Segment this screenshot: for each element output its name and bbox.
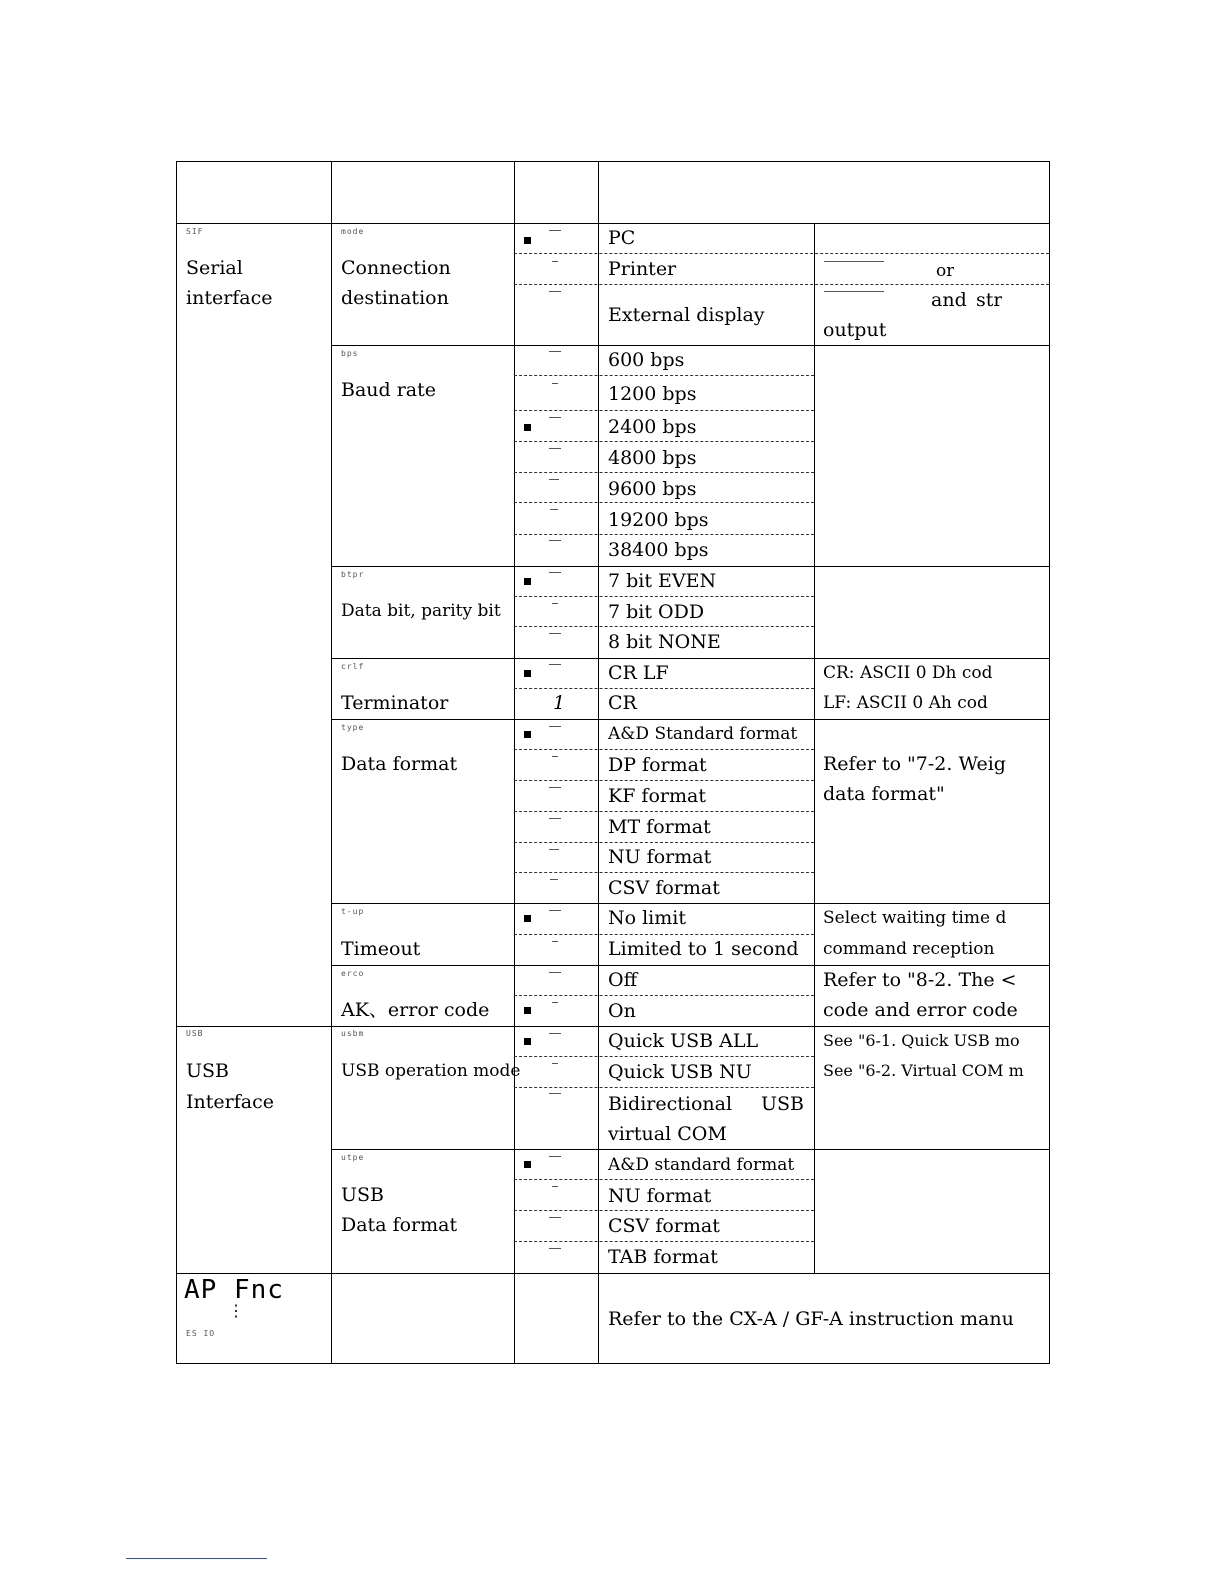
default-marker — [524, 915, 531, 922]
note-text: code and error code — [823, 999, 1018, 1021]
item-label: destination — [341, 287, 449, 309]
option-label: 38400 bps — [608, 539, 709, 561]
item-label: Terminator — [341, 692, 449, 714]
separator — [514, 375, 814, 376]
rule — [176, 161, 177, 1364]
item-code: bps — [341, 349, 359, 358]
value-glyph — [552, 383, 558, 384]
note-glyph — [824, 291, 884, 292]
item-label: Data format — [341, 1214, 458, 1236]
option-label: CR — [608, 692, 637, 714]
rule — [176, 1363, 1050, 1364]
value-code: 1 — [553, 692, 566, 714]
option-label: No limit — [608, 907, 686, 929]
usb-label: Interface — [186, 1091, 274, 1113]
value-glyph — [549, 1248, 561, 1249]
value-glyph — [549, 448, 561, 449]
note-text: See "6-2. Virtual COM m — [823, 1061, 1024, 1080]
value-glyph — [549, 633, 561, 634]
separator — [514, 1087, 814, 1088]
option-label: Quick USB NU — [608, 1061, 752, 1083]
note-text: output — [823, 319, 887, 341]
value-glyph — [549, 849, 559, 850]
value-glyph — [549, 787, 561, 788]
default-marker — [524, 237, 531, 244]
option-label: 8 bit NONE — [608, 631, 721, 653]
item-code: mode — [341, 227, 365, 236]
value-glyph — [552, 941, 558, 942]
option-label: 4800 bps — [608, 447, 697, 469]
note-glyph — [824, 261, 884, 262]
option-label: 19200 bps — [608, 509, 709, 531]
value-glyph — [549, 479, 559, 480]
option-label: 7 bit EVEN — [608, 570, 717, 592]
option-label: CR LF — [608, 662, 669, 684]
value-glyph — [552, 756, 558, 757]
value-glyph — [550, 509, 558, 510]
rule — [598, 161, 599, 1364]
rule — [176, 1273, 1050, 1274]
value-glyph — [552, 1002, 558, 1003]
note-text: command reception — [823, 939, 995, 959]
note-text: data format" — [823, 783, 945, 805]
value-glyph — [549, 230, 561, 231]
default-marker — [524, 1038, 531, 1045]
option-label: virtual COM — [608, 1123, 727, 1145]
item-label: Timeout — [341, 938, 421, 960]
value-glyph — [549, 726, 561, 727]
rule — [514, 161, 515, 1364]
value-glyph — [552, 1186, 558, 1187]
default-marker — [524, 670, 531, 677]
option-label: External display — [608, 304, 765, 326]
option-label: USB — [761, 1093, 804, 1115]
option-label: Printer — [608, 258, 677, 280]
option-label: On — [608, 1000, 636, 1022]
separator — [514, 253, 1049, 254]
option-label: 9600 bps — [608, 478, 697, 500]
item-label: USB operation mode — [341, 1061, 521, 1081]
item-code: t-up — [341, 907, 365, 916]
value-glyph — [549, 1217, 561, 1218]
option-label: A&D standard format — [608, 1155, 795, 1175]
option-label: TAB format — [608, 1246, 718, 1268]
default-marker — [524, 731, 531, 738]
option-label: KF format — [608, 785, 706, 807]
value-glyph — [549, 664, 561, 665]
option-label: 600 bps — [608, 349, 685, 371]
default-marker — [524, 1161, 531, 1168]
item-label: AK、error code — [341, 999, 490, 1021]
item-code: usbm — [341, 1029, 365, 1038]
item-label: Baud rate — [341, 379, 437, 401]
rule — [814, 223, 815, 1273]
value-glyph — [549, 818, 561, 819]
ap-end-code: ES IO — [186, 1329, 216, 1338]
note-text: Refer to "7-2. Weig — [823, 753, 1006, 775]
value-glyph — [549, 417, 561, 418]
value-glyph — [550, 879, 558, 880]
option-label: PC — [608, 227, 636, 249]
item-code: erco — [341, 969, 365, 978]
item-label: USB — [341, 1184, 384, 1206]
serial-label: interface — [186, 287, 273, 309]
option-label: CSV format — [608, 1215, 720, 1237]
value-glyph — [549, 572, 561, 573]
value-glyph — [549, 1156, 561, 1157]
serial-code: SIF — [186, 227, 204, 236]
settings-table — [176, 161, 1050, 1364]
note-text: CR: ASCII 0 Dh cod — [823, 663, 993, 683]
option-label: 7 bit ODD — [608, 601, 705, 623]
separator — [514, 995, 814, 996]
note-text: Select waiting time d — [823, 908, 1007, 928]
ap-function-code: AP Fnc — [184, 1275, 284, 1305]
item-code: type — [341, 723, 365, 732]
separator — [514, 284, 1049, 285]
rule — [331, 161, 332, 1364]
value-glyph — [549, 972, 561, 973]
note-text: LF: ASCII 0 Ah cod — [823, 693, 988, 713]
option-label: NU format — [608, 1185, 712, 1207]
option-label: Bidirectional — [608, 1093, 733, 1115]
item-label: Data bit, parity bit — [341, 601, 501, 621]
value-glyph — [549, 1033, 561, 1034]
option-label: Off — [608, 969, 638, 991]
rule — [331, 345, 1050, 346]
serial-label: Serial — [186, 257, 243, 279]
option-label: NU format — [608, 846, 712, 868]
default-marker — [524, 424, 531, 431]
separator — [514, 410, 814, 411]
item-label: Connection — [341, 257, 451, 279]
usb-code: USB — [186, 1029, 204, 1038]
item-label: Data format — [341, 753, 458, 775]
rule — [176, 161, 1050, 162]
option-label: DP format — [608, 754, 707, 776]
option-label: Limited to 1 second — [608, 938, 799, 960]
value-glyph — [549, 1093, 561, 1094]
option-label: 1200 bps — [608, 383, 697, 405]
note-text: str — [976, 289, 1003, 311]
value-glyph — [552, 603, 558, 604]
ellipsis-vertical: ⋮ — [228, 1301, 244, 1320]
item-code: crlf — [341, 662, 365, 671]
default-marker — [524, 1007, 531, 1014]
item-code: utpe — [341, 1153, 365, 1162]
option-label: 2400 bps — [608, 416, 697, 438]
note-text: or — [936, 261, 955, 281]
value-glyph — [549, 291, 561, 292]
rule — [1049, 161, 1050, 1364]
note-text: Refer to "8-2. The < — [823, 969, 1017, 991]
value-glyph — [552, 261, 558, 262]
value-glyph — [552, 1063, 558, 1064]
note-text: and — [931, 289, 967, 311]
option-label: A&D Standard format — [608, 724, 798, 744]
value-glyph — [549, 910, 561, 911]
item-code: btpr — [341, 570, 365, 579]
usb-label: USB — [186, 1060, 229, 1082]
option-label: MT format — [608, 816, 711, 838]
footer-link-underline[interactable] — [126, 1558, 267, 1559]
default-marker — [524, 578, 531, 585]
note-text: See "6-1. Quick USB mo — [823, 1031, 1020, 1050]
note-text: Refer to the CX-A / GF-A instruction manu — [608, 1308, 1014, 1330]
option-label: Quick USB ALL — [608, 1030, 759, 1052]
value-glyph — [549, 540, 561, 541]
value-glyph — [549, 351, 561, 352]
option-label: CSV format — [608, 877, 720, 899]
